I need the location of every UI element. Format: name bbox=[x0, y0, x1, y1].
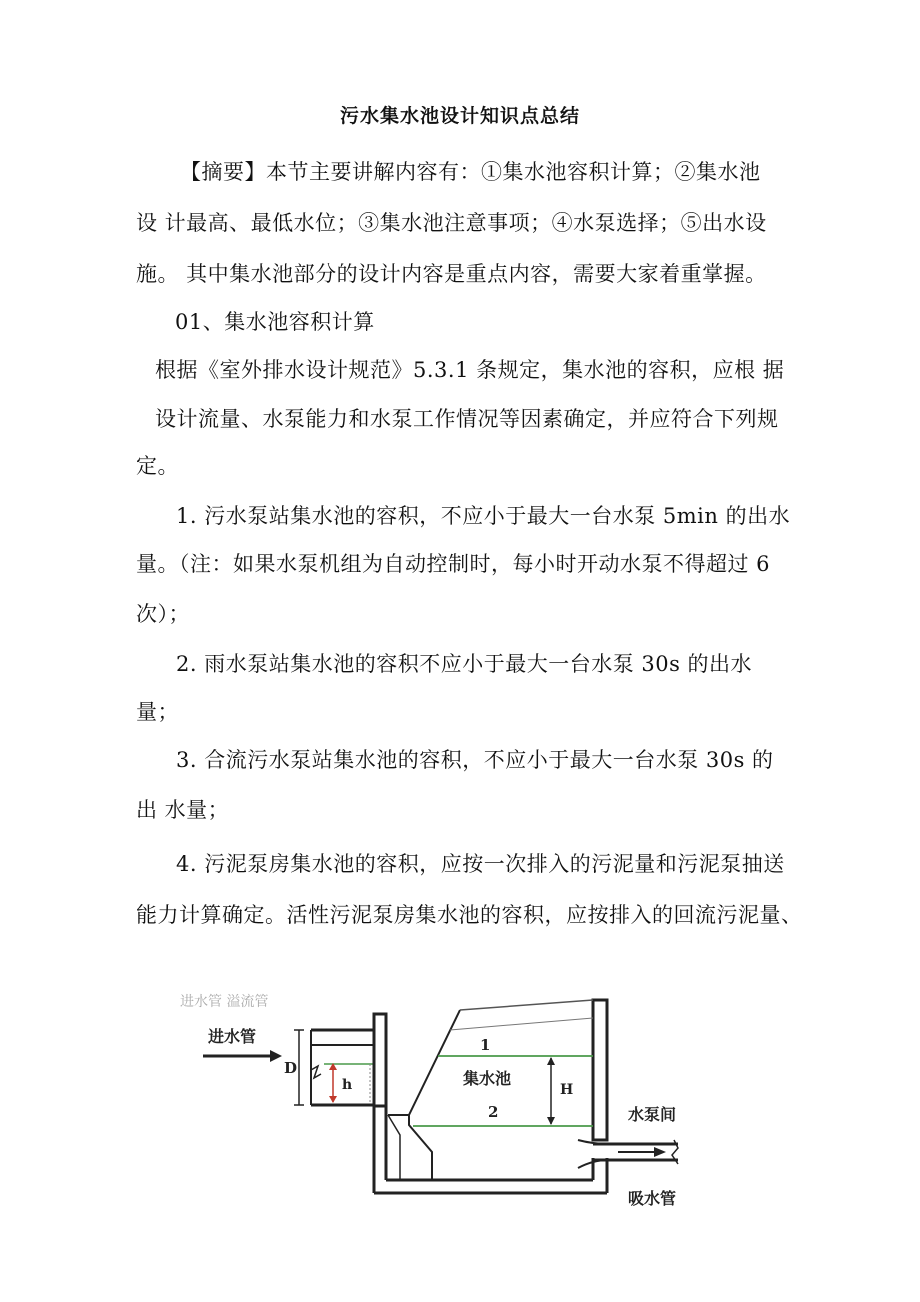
item-2-line-2: 量； bbox=[136, 700, 179, 724]
suction-pipe-label: 吸水管 bbox=[628, 1189, 677, 1208]
body-line-1: 根据《室外排水设计规范》5.3.1 条规定，集水池的容积，应根 据 bbox=[155, 358, 785, 382]
item-1-line-2: 量。（注：如果水泵机组为自动控制时，每小时开动水泵不得超过 6 bbox=[136, 552, 771, 576]
suction-arrowhead-icon bbox=[654, 1147, 666, 1157]
inlet-pipe-label: 进水管 bbox=[208, 1027, 257, 1046]
upper-slope-line bbox=[460, 1000, 593, 1010]
sloped-partition bbox=[409, 1010, 460, 1180]
left-wall bbox=[374, 1014, 386, 1106]
item-4-line-2: 能力计算确定。活性污泥泵房集水池的容积，应按排入的回流污泥量、 bbox=[136, 903, 803, 927]
item-4-line-1: 4. 污泥泵房集水池的容积，应按一次排入的污泥量和污泥泵抽送 bbox=[176, 852, 785, 876]
section-heading: 01、集水池容积计算 bbox=[175, 310, 375, 334]
page-title: 污水集水池设计知识点总结 bbox=[339, 105, 580, 127]
abstract-line-2: 设 计最高、最低水位；③集水池注意事项；④水泵选择；⑤出水设 bbox=[136, 211, 767, 235]
level-2-label: 2 bbox=[488, 1103, 499, 1121]
body-line-2: 设计流量、水泵能力和水泵工作情况等因素确定，并应符合下列规 bbox=[155, 407, 779, 431]
sump-diagram bbox=[178, 990, 698, 1215]
h-small-label: h bbox=[342, 1077, 353, 1093]
abstract-line-3: 施。 其中集水池部分的设计内容是重点内容，需要大家着重掌握。 bbox=[136, 262, 767, 286]
partial-caption: 进水管 溢流管 bbox=[180, 994, 269, 1010]
level-1-label: 1 bbox=[480, 1036, 491, 1054]
inlet-arrowhead-icon bbox=[270, 1050, 282, 1062]
abstract-line-1: 【摘要】本节主要讲解内容有：①集水池容积计算；②集水池 bbox=[180, 160, 761, 184]
h-big-label: H bbox=[560, 1082, 574, 1098]
item-1-line-3: 次）； bbox=[136, 602, 190, 626]
pipe-break-icon bbox=[311, 1066, 321, 1078]
item-2-line-1: 2. 雨水泵站集水池的容积不应小于最大一台水泵 30s 的出水 bbox=[176, 652, 753, 676]
pump-room-label: 水泵间 bbox=[628, 1105, 677, 1124]
right-wall bbox=[593, 1000, 607, 1140]
d-label: D bbox=[284, 1059, 298, 1077]
body-line-3: 定。 bbox=[136, 454, 179, 478]
item-1-line-1: 1. 污水泵站集水池的容积，不应小于最大一台水泵 5min 的出水 bbox=[176, 504, 791, 528]
item-3-line-1: 3. 合流污水泵站集水池的容积，不应小于最大一台水泵 30s 的 bbox=[176, 748, 774, 772]
item-3-line-2: 出 水量； bbox=[136, 798, 230, 822]
tank-label: 集水池 bbox=[463, 1069, 512, 1088]
